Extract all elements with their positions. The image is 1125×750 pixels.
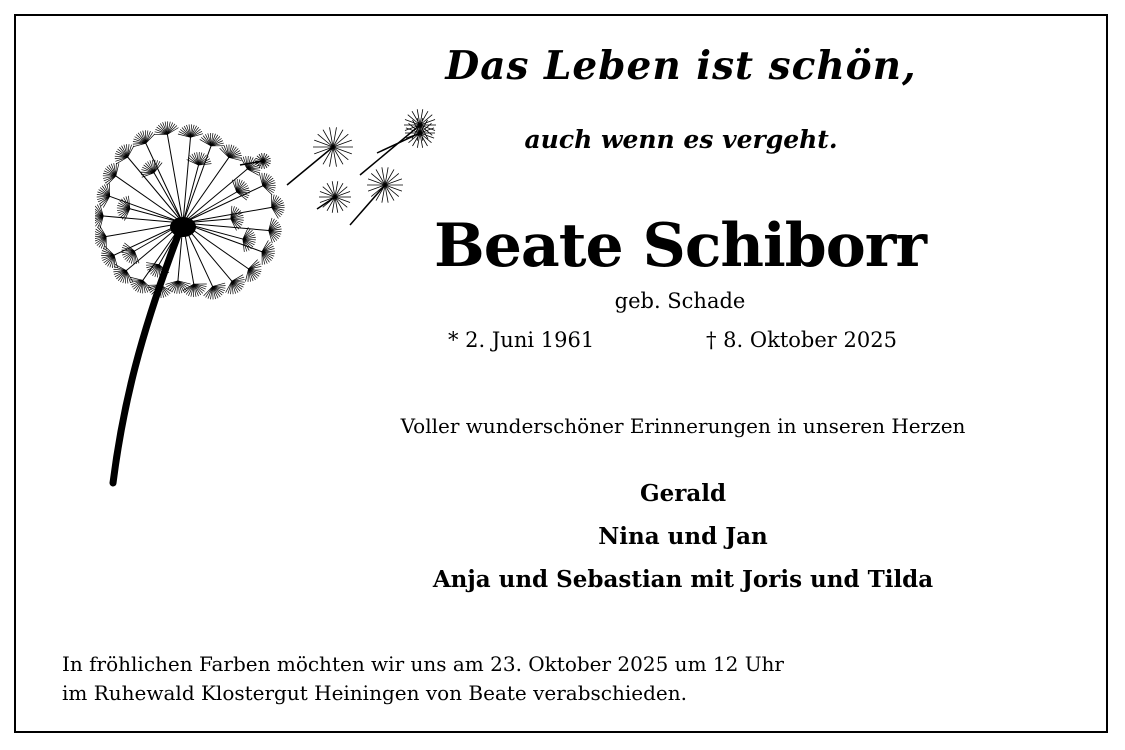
birth-date: * 2. Juni 1961 bbox=[448, 328, 595, 352]
mourner-line: Nina und Jan bbox=[598, 523, 768, 550]
birth-name: geb. Schade bbox=[614, 289, 746, 313]
mourner-line: Anja und Sebastian mit Joris und Tilda bbox=[432, 566, 934, 593]
quote-line-1: Das Leben ist schön, bbox=[445, 43, 917, 89]
mourner-line: Gerald bbox=[639, 480, 727, 507]
farewell-line-2: im Ruhewald Klostergut Heiningen von Beate verabschieden. bbox=[62, 681, 687, 705]
quote-line-2: auch wenn es vergeht. bbox=[524, 125, 838, 154]
deceased-name: Beate Schiborr bbox=[433, 211, 926, 281]
farewell-text bbox=[62, 650, 1022, 708]
farewell-line-1: In fröhlichen Farben möchten wir uns am 23. Oktober 2025 um 12 Uhr bbox=[62, 652, 784, 676]
mourners-list bbox=[340, 472, 1026, 601]
death-date: † 8. Oktober 2025 bbox=[706, 328, 897, 352]
memory-text: Voller wunderschöner Erinnerungen in unseren Herzen bbox=[400, 414, 966, 438]
